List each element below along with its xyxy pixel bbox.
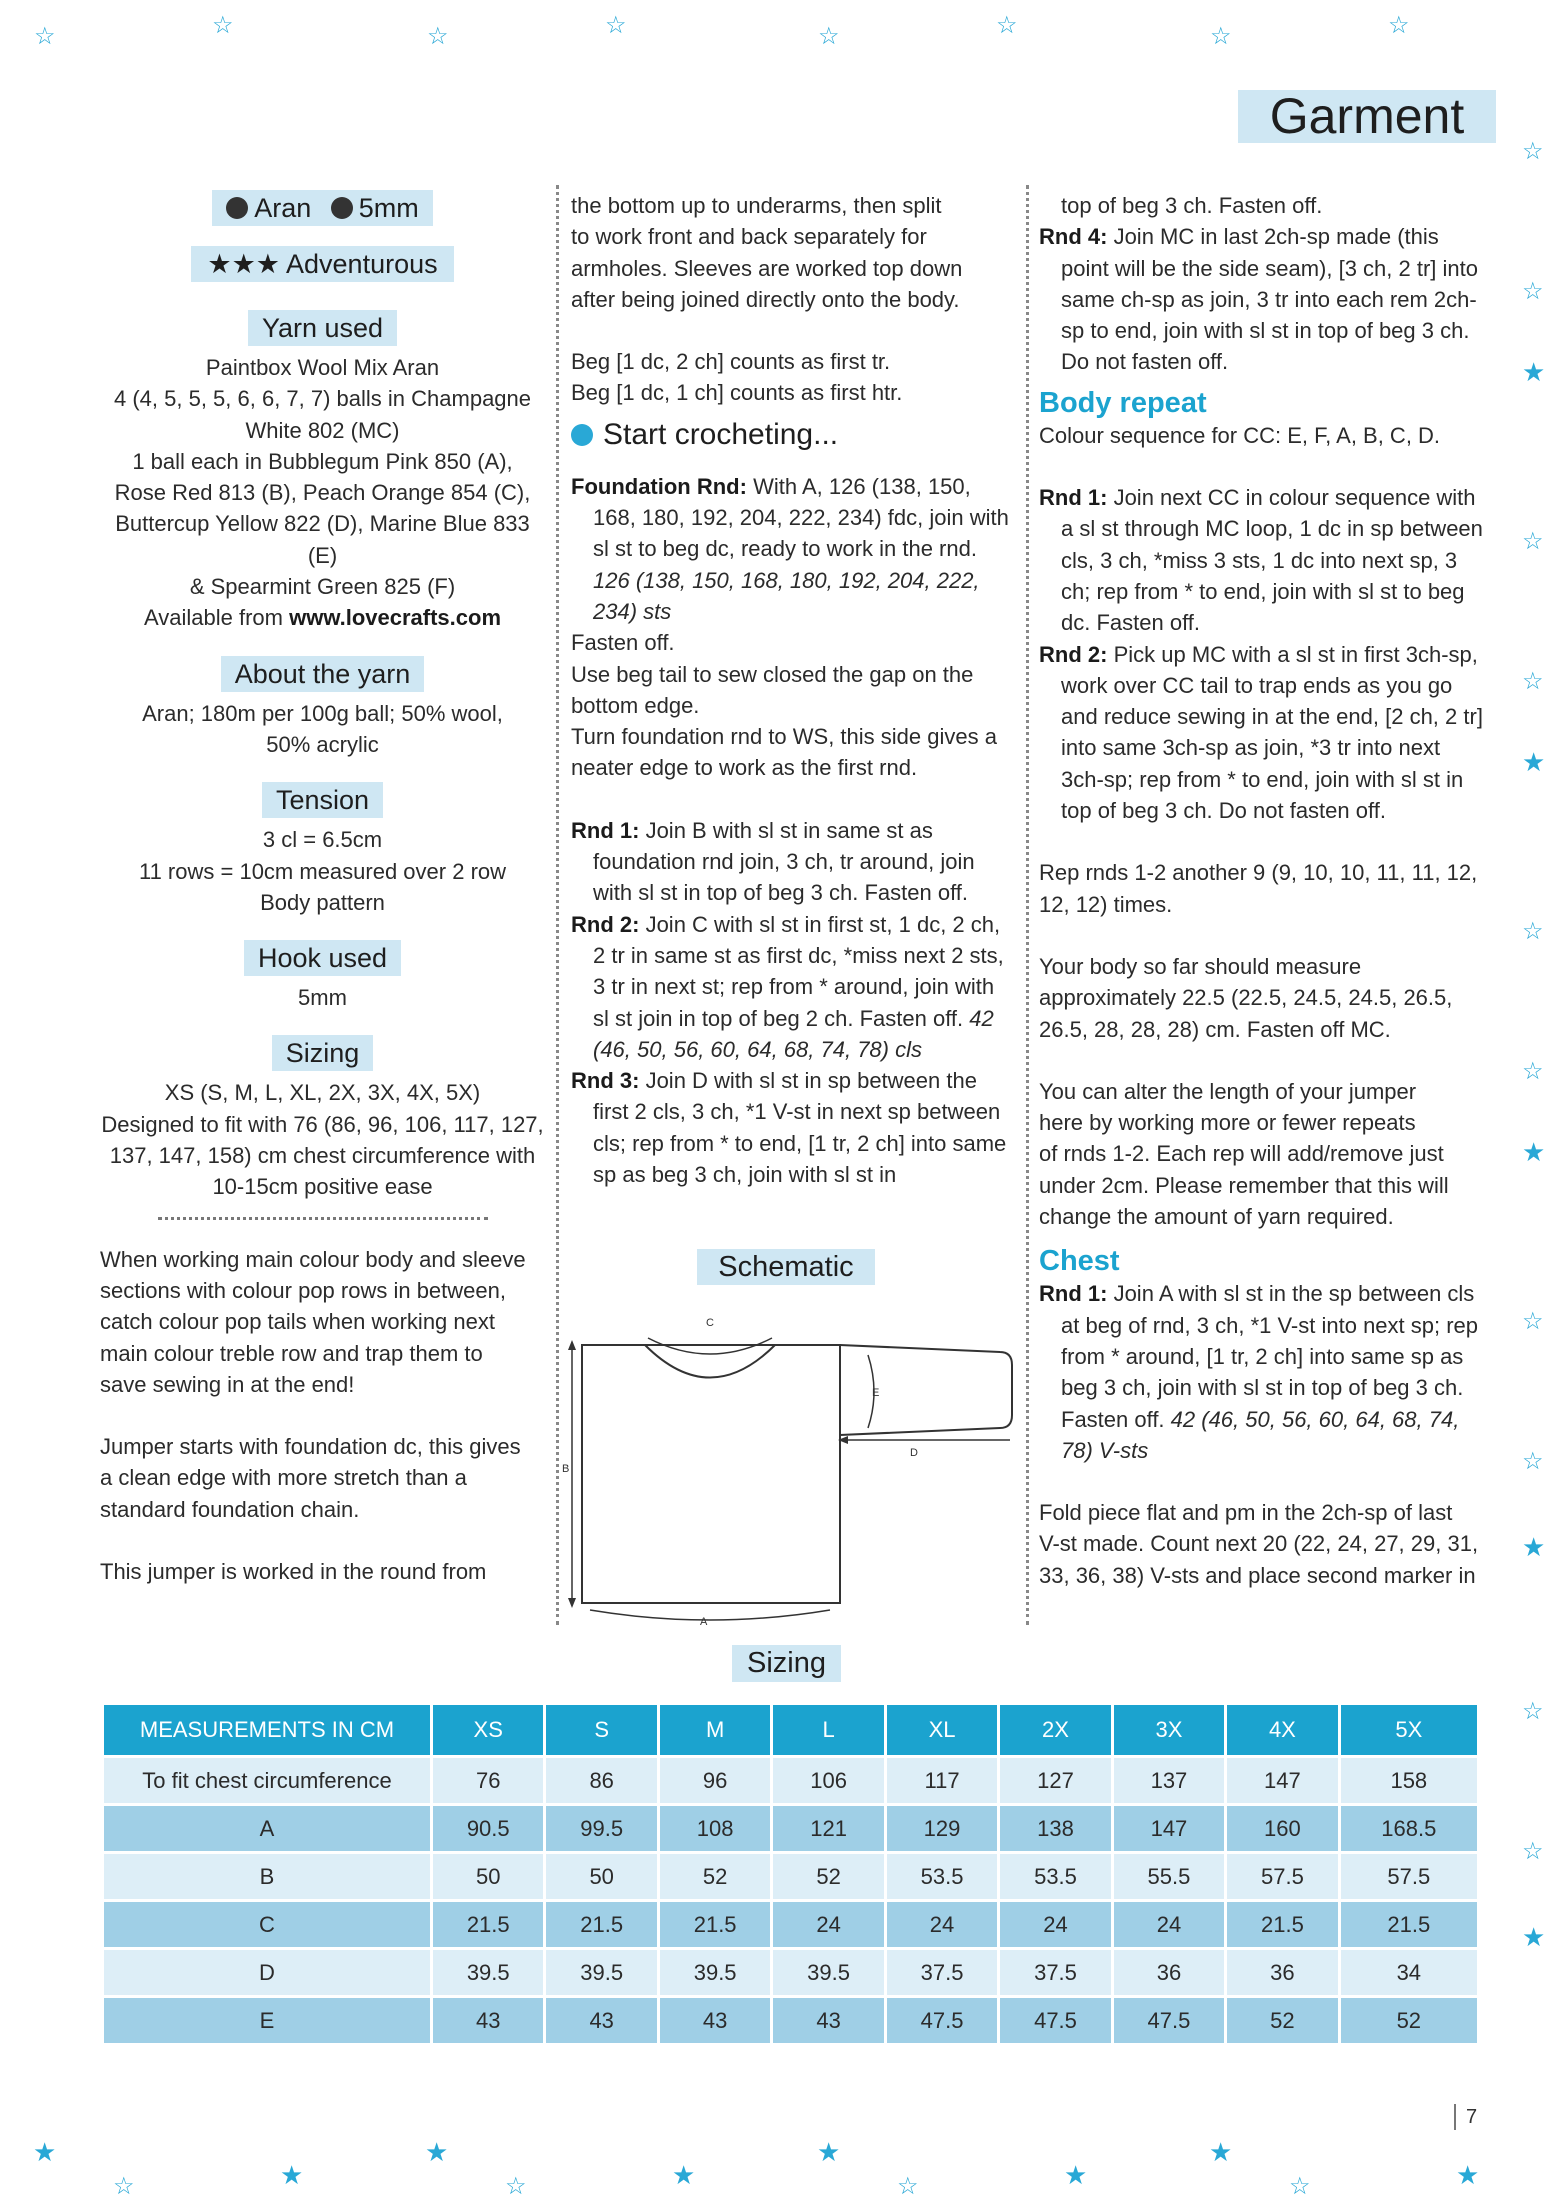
column-header: XL bbox=[887, 1705, 1000, 1755]
star-icon: ★ bbox=[425, 2137, 449, 2167]
star-icon: ☆ bbox=[1522, 1448, 1544, 1475]
star-icon: ★ bbox=[1209, 2137, 1233, 2167]
label-c: C bbox=[706, 1317, 714, 1329]
yarn-weight-badge: Aran 5mm bbox=[212, 190, 433, 226]
column-divider bbox=[556, 185, 559, 1625]
label-a: A bbox=[700, 1616, 708, 1628]
arrowhead bbox=[568, 1340, 576, 1350]
arrowhead bbox=[568, 1598, 576, 1608]
column-header: 3X bbox=[1114, 1705, 1227, 1755]
dotted-divider bbox=[158, 1217, 488, 1220]
difficulty-badge: ★★★ Adventurous bbox=[191, 246, 453, 282]
schematic-body bbox=[582, 1345, 840, 1603]
star-icon: ★ bbox=[672, 2160, 696, 2190]
schematic-heading: Schematic bbox=[697, 1249, 875, 1285]
star-icon: ★ bbox=[1064, 2160, 1088, 2190]
availability: Available from www.lovecrafts.com bbox=[143, 605, 502, 631]
round-2: Rnd 2: Join C with sl st in first st, 1 dc, 2 ch, 2 tr in same st as first dc, *miss next 2 sts, 3 tr in next st; rep from * around, join with sl st join in top of beg 2 ch. Fasten off. 42 (46, 50, 56, 60, 64, 68, 74, 78) cls bbox=[571, 911, 1004, 1062]
hook-icon bbox=[331, 197, 353, 219]
start-crocheting-heading: Start crocheting... bbox=[571, 417, 1013, 453]
star-icon: ☆ bbox=[897, 2173, 919, 2200]
label-d: D bbox=[910, 1447, 918, 1459]
round-1: Rnd 1: Join B with sl st in same st as foundation rnd join, 3 ch, tr around, join with sl st in top of beg 3 ch. Fasten off. bbox=[571, 817, 975, 906]
column-header: XS bbox=[433, 1705, 546, 1755]
sizing-heading: Sizing bbox=[272, 1035, 374, 1071]
star-icon: ☆ bbox=[1522, 1698, 1544, 1725]
star-icon: ★ bbox=[1456, 2160, 1480, 2190]
middle-column: the bottom up to underarms, then split to work front and back separately for armholes. Sleeves are worked top down after being joined directly onto the body. Beg [1 dc, 2 ch] counts as first tr. Beg [1 dc, 1 ch] counts as first htr. Start crocheting... Foundation Rnd: With A, 126 (138, 150, 168, 180, 192, 204, 222, 234) fdc, join with sl st to beg dc, ready to work in the rnd. 126 (138, 150, 168, 180, 192, 204, 222, 234) sts Fasten off. Use beg tail to sew closed the gap on the bottom edge. Turn foundation rnd to WS, this side gives a neater edge to work as the first rnd. Rnd 1: Join B with sl st in same st as foundation rnd join, 3 ch, tr around, join with sl st in top of beg 3 ch. Fasten off. Rnd 2: Join C with sl st in first st, 1 dc, 2 ch, 2 tr in same st as first dc, *miss next 2 sts, 3 tr in next st; rep from * around, join with sl st join in top of beg 2 ch. Fasten off. 42 (46, 50, 56, 60, 64, 68, 74, 78) cls Rnd 3: Join D with sl st in sp between the first 2 cls, 3 ch, *1 V-st in next sp between cls; rep from * to end, [1 tr, 2 ch] into same sp as beg 3 ch, join with sl st in bbox=[571, 190, 1013, 1190]
page-title: Garment bbox=[1238, 90, 1496, 143]
table-row: To fit chest circumference 76 86 96 106 117 127 137 147 158 bbox=[104, 1758, 1477, 1803]
star-icon: ★ bbox=[1522, 1922, 1546, 1952]
star-icon: ☆ bbox=[1388, 12, 1410, 39]
chest-round-1: Rnd 1: Join A with sl st in the sp between cls at beg of rnd, 3 ch, *1 V-st into next sp; rep from * around, [1 tr, 2 ch] into same sp as beg 3 ch, join with sl st in top of beg 3 ch. Fasten off. 42 (46, 50, 56, 60, 64, 68, 74, 78) V-sts bbox=[1039, 1281, 1479, 1463]
star-icon: ☆ bbox=[1522, 1058, 1544, 1085]
star-icon: ☆ bbox=[1522, 278, 1544, 305]
about-yarn-heading: About the yarn bbox=[221, 656, 425, 692]
schematic-sleeve bbox=[840, 1345, 1012, 1435]
page-number: 7 bbox=[1454, 2104, 1477, 2130]
table-row: E 43 43 43 43 47.5 47.5 47.5 52 52 bbox=[104, 1998, 1477, 2043]
star-icon: ☆ bbox=[1522, 668, 1544, 695]
foundation-round: Foundation Rnd: With A, 126 (138, 150, 168, 180, 192, 204, 222, 234) fdc, join with sl st to beg dc, ready to work in the rnd. 126 (138, 150, 168, 180, 192, 204, 222, 234) sts bbox=[571, 473, 1009, 624]
table-row: C 21.5 21.5 21.5 24 24 24 24 21.5 21.5 bbox=[104, 1902, 1477, 1947]
table-row: A 90.5 99.5 108 121 129 138 147 160 168.5 bbox=[104, 1806, 1477, 1851]
table-row: D 39.5 39.5 39.5 39.5 37.5 37.5 36 36 34 bbox=[104, 1950, 1477, 1995]
body-repeat-round-2: Rnd 2: Pick up MC with a sl st in first 3ch-sp, work over CC tail to trap ends as you go and reduce sewing in at the end, [2 ch, 2 tr] into same 3ch-sp as join, *3 tr into next 3ch-sp; rep from * to end, join with sl st in top of beg 3 ch. Do not fasten off. bbox=[1039, 641, 1483, 824]
star-icon: ★ bbox=[1522, 1532, 1546, 1562]
star-icon: ☆ bbox=[1210, 23, 1232, 50]
chest-heading: Chest bbox=[1039, 1245, 1120, 1278]
star-icon: ★ bbox=[1522, 1137, 1546, 1167]
body-repeat-round-1: Rnd 1: Join next CC in colour sequence with a sl st through MC loop, 1 dc in sp between cls, 3 ch, *miss 3 sts, 1 dc into next sp, 3 ch; rep from * to end, join with sl st to beg dc. Fasten off. bbox=[1039, 485, 1483, 636]
column-header: 4X bbox=[1227, 1705, 1340, 1755]
star-icon: ☆ bbox=[34, 23, 56, 50]
column-header: M bbox=[660, 1705, 773, 1755]
star-icon: ☆ bbox=[1522, 918, 1544, 945]
star-icon: ★ bbox=[33, 2137, 57, 2167]
hook-used-heading: Hook used bbox=[244, 940, 401, 976]
star-icon: ☆ bbox=[113, 2173, 135, 2200]
sizing-table bbox=[104, 1702, 1477, 2046]
label-b: B bbox=[562, 1463, 570, 1475]
sizing-table-heading: Sizing bbox=[732, 1645, 841, 1682]
jumper-schematic bbox=[560, 1300, 1030, 1630]
star-icon: ☆ bbox=[1522, 528, 1544, 555]
lovecrafts-link[interactable]: www.lovecrafts.com bbox=[289, 605, 502, 631]
star-icon: ☆ bbox=[1522, 138, 1544, 165]
left-column: Aran 5mm ★★★ Adventurous Yarn used Paintbox Wool Mix Aran 4 (4, 5, 5, 5, 6, 6, 7, 7) balls in Champagne White 802 (MC) 1 ball each in Bubblegum Pink 850 (A), Rose Red 813 (B), Peach Orange 854 (C), Buttercup Yellow 822 (D), Marine Blue 833 (E) & Spearmint Green 825 (F) Available from www.lovecrafts.com About the yarn Aran; 180m per 100g ball; 50% wool, 50% acrylic Tension 3 cl = 6.5cm 11 rows = 10cm measured over 2 row Body pattern Hook used 5mm Sizing XS (S, M, L, XL, 2X, 3X, 4X, 5X) Designed to fit with 76 (86, 96, 106, 117, 127, 137, 147, 158) cm chest circumference with 10-15cm positive ease When working main colour body and sleeve sections with colour pop rows in between, catch colour pop tails when working next main colour treble row and trap them to save sewing in at the end! Jumper starts with foundation dc, this gives a clean edge with more stretch than a standard foundation chain. This jumper is worked in the round from bbox=[100, 190, 545, 1587]
star-icon: ★ bbox=[817, 2137, 841, 2167]
yarn-ball-icon bbox=[571, 424, 593, 446]
column-header: 2X bbox=[1000, 1705, 1113, 1755]
star-icon: ☆ bbox=[212, 12, 234, 39]
tension-heading: Tension bbox=[262, 782, 383, 818]
star-icon: ☆ bbox=[1289, 2173, 1311, 2200]
round-4: Rnd 4: Join MC in last 2ch-sp made (this point will be the side seam), [3 ch, 2 tr] into same ch-sp as join, 3 tr into each rem 2ch-sp to end, join with sl st in top of beg 3 ch. Do not fasten off. bbox=[1039, 224, 1478, 375]
table-header-row bbox=[104, 1705, 1477, 1755]
column-header: L bbox=[773, 1705, 886, 1755]
star-icon: ☆ bbox=[818, 23, 840, 50]
label-e: E bbox=[872, 1387, 880, 1399]
star-icon: ☆ bbox=[1522, 1838, 1544, 1865]
yarn-used-heading: Yarn used bbox=[248, 310, 397, 346]
star-icon: ☆ bbox=[505, 2173, 527, 2200]
star-icon: ☆ bbox=[1522, 1308, 1544, 1335]
measure-a-arrow bbox=[590, 1610, 830, 1620]
star-icon: ☆ bbox=[427, 23, 449, 50]
table-row: B 50 50 52 52 53.5 53.5 55.5 57.5 57.5 bbox=[104, 1854, 1477, 1899]
star-icon: ★ bbox=[1522, 747, 1546, 777]
star-icon: ★ bbox=[280, 2160, 304, 2190]
column-header: MEASUREMENTS IN CM bbox=[104, 1705, 433, 1755]
star-icon: ★ bbox=[1522, 357, 1546, 387]
star-icon: ☆ bbox=[605, 12, 627, 39]
round-3: Rnd 3: Join D with sl st in sp between the first 2 cls, 3 ch, *1 V-st in next sp between cls; rep from * to end, [1 tr, 2 ch] into same sp as beg 3 ch, join with sl st in bbox=[571, 1068, 1007, 1188]
column-header: S bbox=[546, 1705, 659, 1755]
right-column: top of beg 3 ch. Fasten off. Rnd 4: Join MC in last 2ch-sp made (this point will be the side seam), [3 ch, 2 tr] into same ch-sp as join, 3 tr into each rem 2ch-sp to end, join with sl st in top of beg 3 ch. Do not fasten off. Body repeat Colour sequence for CC: E, F, A, B, C, D. Rnd 1: Join next CC in colour sequence with a sl st through MC loop, 1 dc in sp between cls, 3 ch, *miss 3 sts, 1 dc into next sp, 3 ch; rep from * to end, join with sl st to beg dc. Fasten off. Rnd 2: Pick up MC with a sl st in first 3ch-sp, work over CC tail to trap ends as you go and reduce sewing in at the end, [2 ch, 2 tr] into same 3ch-sp as join, *3 tr into next 3ch-sp; rep from * to end, join with sl st in top of beg 3 ch. Do not fasten off. Rep rnds 1-2 another 9 (9, 10, 10, 11, 11, 12, 12, 12) times. Your body so far should measure approximately 22.5 (22.5, 24.5, 24.5, 26.5, 26.5, 28, 28, 28) cm. Fasten off MC. You can alter the length of your jumper here by working more or fewer repeats of rnds 1-2. Each rep will add/remove just under 2cm. Please remember that this will change the amount of yarn required. Chest Rnd 1: Join A with sl st in the sp between cls at beg of rnd, 3 ch, *1 V-st into next sp; rep from * around, [1 tr, 2 ch] into same sp as beg 3 ch, join with sl st in top of beg 3 ch. Fasten off. 42 (46, 50, 56, 60, 64, 68, 74, 78) V-sts Fold piece flat and pm in the 2ch-sp of last V-st made. Count next 20 (22, 24, 27, 29, 31, 33, 36, 38) V-sts and place second marker in bbox=[1039, 190, 1485, 1591]
body-repeat-heading: Body repeat bbox=[1039, 386, 1207, 419]
schematic-neckline bbox=[645, 1345, 775, 1378]
yarn-ball-icon bbox=[226, 197, 248, 219]
star-icon: ☆ bbox=[996, 12, 1018, 39]
column-header: 5X bbox=[1341, 1705, 1477, 1755]
